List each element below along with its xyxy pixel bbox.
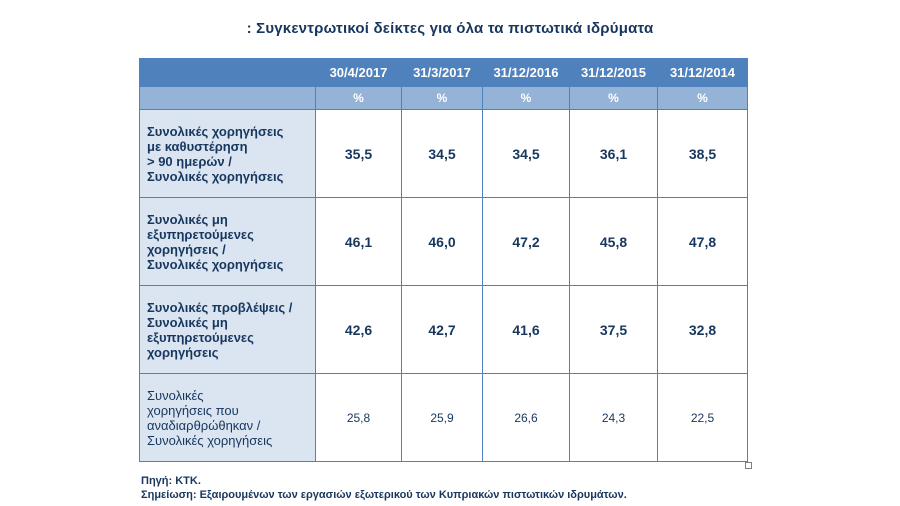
row-label [140, 286, 316, 374]
value-cell: 47,2 [483, 198, 570, 286]
value-cell: 35,5 [316, 110, 402, 198]
unit-header: % [658, 87, 748, 110]
value-cell: 26,6 [483, 374, 570, 462]
value-cell: 46,0 [402, 198, 483, 286]
row-label [140, 198, 316, 286]
value-cell: 47,8 [658, 198, 748, 286]
unit-header: % [483, 87, 570, 110]
indicators-table [139, 58, 748, 462]
table-row [140, 374, 748, 462]
table-notes [141, 474, 627, 502]
column-header: 31/3/2017 [402, 59, 483, 87]
value-cell: 25,9 [402, 374, 483, 462]
column-header: 31/12/2016 [483, 59, 570, 87]
value-cell: 34,5 [402, 110, 483, 198]
column-header: 30/4/2017 [316, 59, 402, 87]
column-header: 31/12/2015 [570, 59, 658, 87]
value-cell: 38,5 [658, 110, 748, 198]
row-label-line: Συνολικές μη [147, 314, 228, 330]
header-corner [140, 59, 316, 87]
source-note: Πηγή: ΚΤΚ. [141, 475, 201, 487]
row-label-line: χορηγήσεις που [147, 402, 239, 418]
value-cell: 45,8 [570, 198, 658, 286]
value-cell: 24,3 [570, 374, 658, 462]
row-label-line: Συνολικές χορηγήσεις [147, 168, 284, 184]
value-cell: 41,6 [483, 286, 570, 374]
row-label-line: Συνολικές χορηγήσεις [147, 256, 284, 272]
value-cell: 42,6 [316, 286, 402, 374]
value-cell: 22,5 [658, 374, 748, 462]
unit-header: % [570, 87, 658, 110]
row-label-line: εξυπηρετούμενες [147, 226, 254, 242]
row-label [140, 110, 316, 198]
row-label-line: Συνολικές προβλέψεις / [147, 299, 293, 315]
resize-handle[interactable] [745, 462, 752, 469]
row-label-line: με καθυστέρηση [147, 138, 248, 154]
row-label-line: χορηγήσεις [147, 344, 219, 360]
row-label-line: εξυπηρετούμενες [147, 329, 254, 345]
row-label-line: αναδιαρθρώθηκαν / [147, 417, 261, 433]
unit-header-row [140, 87, 748, 110]
row-label-line: Συνολικές χορηγήσεις [147, 432, 273, 448]
unit-corner [140, 87, 316, 110]
value-cell: 32,8 [658, 286, 748, 374]
table-row [140, 286, 748, 374]
remark-note: Σημείωση: Εξαιρουμένων των εργασιών εξωτερικού των Κυπριακών πιστωτικών ιδρυμάτων. [141, 489, 627, 501]
row-label-line: Συνολικές χορηγήσεις [147, 123, 284, 139]
value-cell: 25,8 [316, 374, 402, 462]
table-row [140, 198, 748, 286]
table-row [140, 110, 748, 198]
row-label-line: Συνολικές [147, 387, 204, 403]
row-label-line: χορηγήσεις / [147, 241, 226, 257]
row-label [140, 374, 316, 462]
value-cell: 36,1 [570, 110, 658, 198]
unit-header: % [402, 87, 483, 110]
date-header-row [140, 59, 748, 87]
row-label-line: > 90 ημερών / [147, 153, 232, 169]
unit-header: % [316, 87, 402, 110]
column-header: 31/12/2014 [658, 59, 748, 87]
page-title: : Συγκεντρωτικοί δείκτες για όλα τα πιστωτικά ιδρύματα [246, 20, 654, 37]
value-cell: 37,5 [570, 286, 658, 374]
value-cell: 46,1 [316, 198, 402, 286]
value-cell: 42,7 [402, 286, 483, 374]
value-cell: 34,5 [483, 110, 570, 198]
row-label-line: Συνολικές μη [147, 211, 228, 227]
